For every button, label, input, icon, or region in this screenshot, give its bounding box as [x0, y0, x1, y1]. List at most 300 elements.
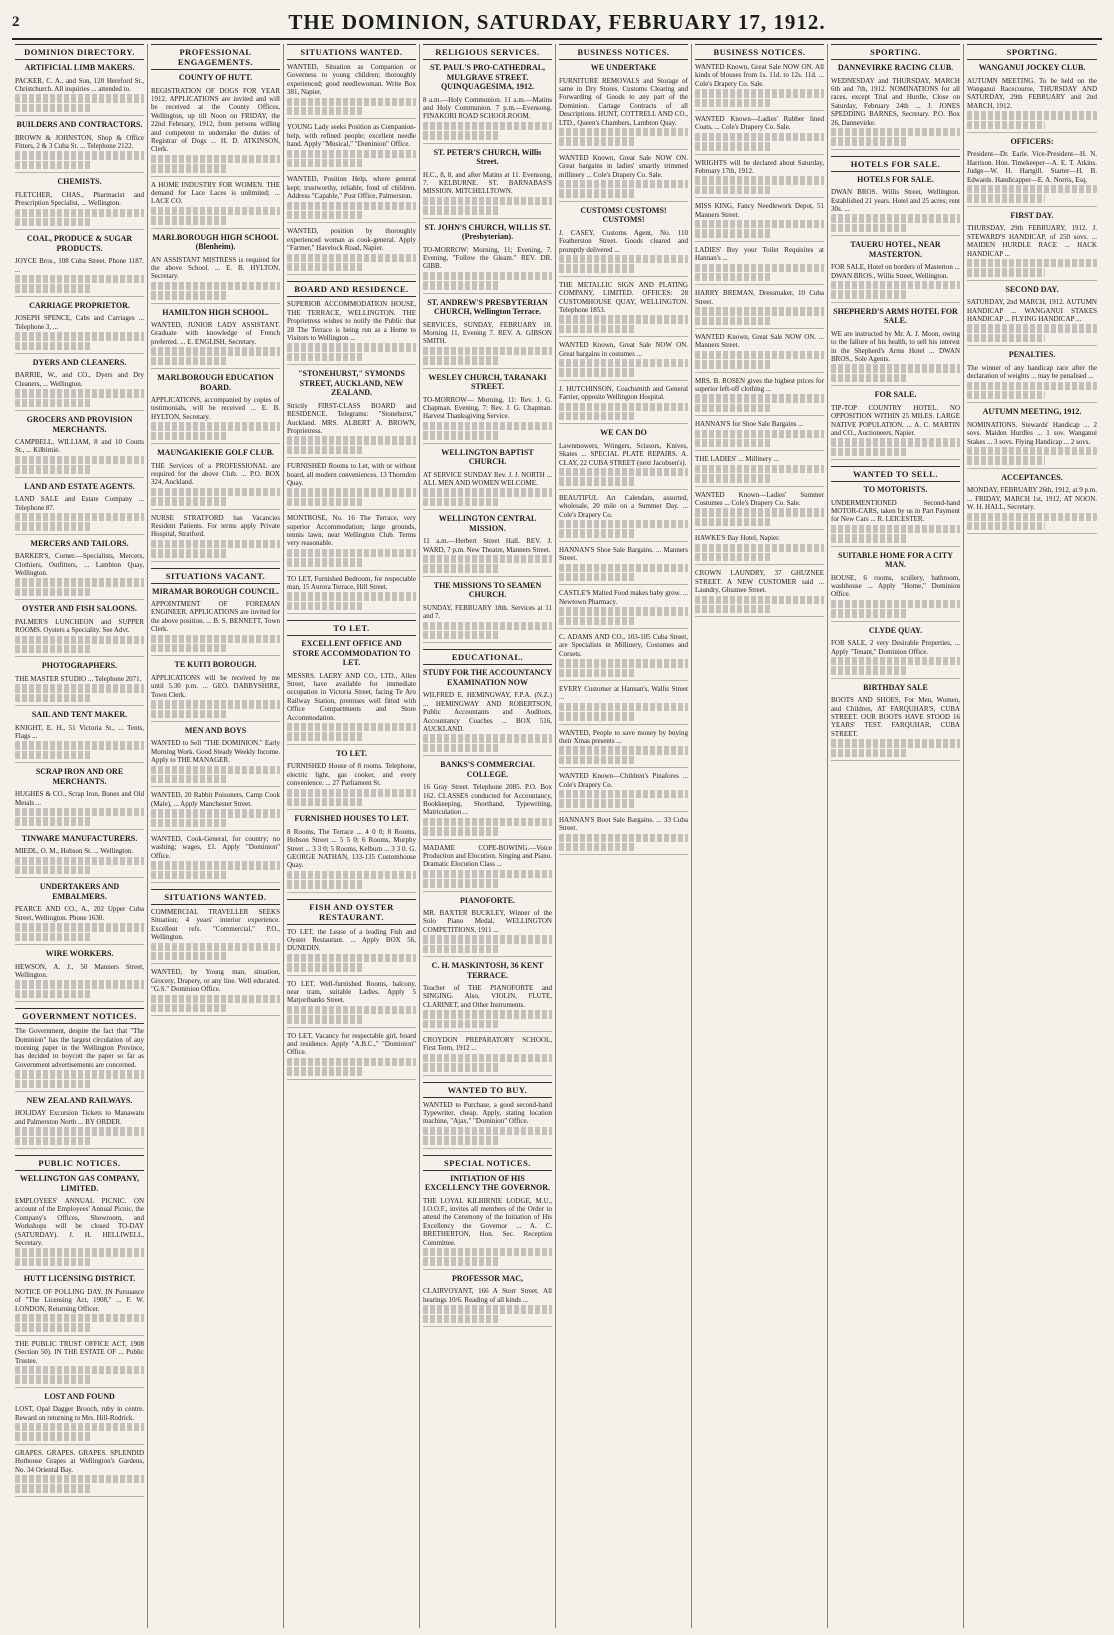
illegible-text-line: [423, 1305, 552, 1313]
illegible-text-line: [831, 438, 960, 446]
section: [287, 44, 416, 275]
advertisement: [15, 767, 144, 830]
illegible-text-line: [287, 263, 364, 271]
illegible-text-line: [423, 122, 552, 130]
ad-text: HEWSON, A. J., 50 Manners Street, Wellington.: [15, 962, 144, 979]
illegible-text-line: [287, 211, 364, 219]
advertisement: [287, 1032, 416, 1080]
illegible-text-line: [423, 879, 500, 887]
advertisement: [423, 298, 552, 369]
illegible-text-line: [967, 185, 1097, 193]
illegible-text-line: [15, 866, 92, 874]
advertisement: [423, 148, 552, 219]
ad-text: Lawnmowers, Wringers, Scissors, Knives, Skates ... SPECIAL PLATE REPAIRS. A. CLAY, 22 CUBA STREET (next Jacobsen's).: [559, 441, 688, 467]
advertisement: [423, 844, 552, 892]
ad-heading: LAND AND ESTATE AGENTS.: [24, 481, 135, 491]
ad-heading: GROCERS AND PROVISION MERCHANTS.: [26, 415, 133, 434]
illegible-text-line: [559, 669, 636, 677]
illegible-text-line: [695, 142, 772, 150]
ad-heading: FOR SALE.: [874, 390, 917, 400]
advertisement: [287, 175, 416, 223]
ad-heading: LOST AND FOUND: [44, 1391, 115, 1401]
advertisement: [559, 154, 688, 202]
illegible-text-line: [151, 809, 280, 817]
illegible-text-line: [15, 209, 144, 217]
advertisement: [695, 246, 824, 286]
ad-heading: COAL, PRODUCE & SUGAR PRODUCTS.: [26, 234, 133, 253]
ad-text: MADAME COPE-BOWING.—Voice Production and Elocution. Singing and Piano. Dramatic Elocution Class ...: [423, 843, 552, 869]
advertisement: [151, 514, 280, 562]
illegible-text-line: [287, 880, 364, 888]
illegible-text-line: [559, 180, 688, 188]
advertisement: [151, 908, 280, 964]
ad-text: JOYCE Bros., 108 Cuba Street. Phone 1187. ...: [15, 257, 144, 274]
illegible-text-line: [15, 342, 92, 350]
advertisement: [151, 233, 280, 304]
illegible-text-line: [831, 290, 908, 298]
advertisement: [15, 234, 144, 297]
illegible-text-line: [559, 477, 636, 485]
advertisement: [423, 1036, 552, 1076]
ad-text: 8 Rooms, The Terrace ... 4 0 0; 8 Rooms, Hobson Street ... 5 5 0; 6 Rooms, Murphy Street ... 3 3 0; 5 Rooms, Kelburn ... 3 3 0. G. GEORGE NATHAN, 133-135 Customhouse Quay.: [287, 827, 416, 870]
advertisement: [15, 358, 144, 411]
section-heading: PUBLIC NOTICES.: [15, 1155, 144, 1171]
ad-heading: ST. PETER'S CHURCH, Willis Street.: [433, 147, 542, 166]
illegible-text-line: [695, 264, 824, 272]
ad-text: NOMINATIONS. Stewards' Handicap ... 2 sovs. Maiden Hurdles ... 1 sov. Wanganui Stakes ... 3 sovs. Flying Handicap ... 2 sovs.: [967, 420, 1097, 446]
ad-text: WRIGHTS will be declared about Saturday, February 17th, 1912.: [695, 158, 824, 175]
illegible-text-line: [15, 933, 92, 941]
illegible-text-line: [559, 468, 688, 476]
ad-text: WANTED Known, Great Sale NOW ON. Great bargains in costumes ...: [559, 341, 688, 358]
illegible-text-line: [15, 1070, 144, 1078]
ad-heading: THE MISSIONS TO SEAMEN CHURCH.: [433, 580, 542, 600]
illegible-text-line: [423, 488, 552, 496]
illegible-text-line: [423, 870, 552, 878]
illegible-text-line: [967, 259, 1097, 267]
illegible-text-line: [287, 789, 416, 797]
advertisement: [151, 660, 280, 722]
ad-text: WANTED, Position Help, where general kept; trustworthy, reliable, fond of children. Address "Capable," Post Office, Palmerston.: [287, 175, 416, 201]
section-heading: SPORTING.: [831, 44, 960, 60]
advertisement: [695, 63, 824, 111]
illegible-text-line: [695, 273, 772, 281]
illegible-text-line: [423, 1136, 500, 1144]
illegible-text-line: [151, 207, 280, 215]
illegible-text-line: [15, 694, 92, 702]
illegible-text-line: [15, 1366, 144, 1374]
illegible-text-line: [831, 657, 960, 665]
section: [831, 466, 960, 761]
section: [15, 1008, 144, 1149]
ad-text: J. CASEY, Customs Agent, No. 110 Featherston Street. Goods cleared and promptly delivered ...: [559, 228, 688, 254]
column-3: [284, 44, 420, 1628]
illegible-text-line: [287, 254, 416, 262]
advertisement: [559, 816, 688, 856]
illegible-text-line: [15, 980, 144, 988]
ad-heading: SUITABLE HOME FOR A CITY MAN.: [838, 550, 953, 570]
advertisement: [423, 448, 552, 511]
illegible-text-line: [831, 364, 960, 372]
advertisement: [151, 726, 280, 788]
ad-text: WANTED Known—Children's Pinafores ... Cole's Drapery Co.: [559, 772, 688, 789]
illegible-text-line: [423, 131, 500, 139]
illegible-text-line: [15, 284, 92, 292]
section: [287, 899, 416, 1080]
ad-heading: WELLINGTON CENTRAL MISSION.: [438, 514, 537, 533]
illegible-text-line: [151, 1004, 228, 1012]
ad-text: The Government, despite the fact that "The Dominion" has the largest circulation of any morning paper in the Wellington Province, has decided to boycott the paper so far as Government advertisements are concerned.: [15, 1027, 144, 1069]
ad-text: Strictly FIRST-CLASS BOARD and RESIDENCE. Telegrams: "Stonehurst," Auckland. MRS. ALBERT A. BROWN, Proprietress.: [287, 401, 416, 435]
illegible-text-line: [423, 498, 500, 506]
ad-text: FURNISHED House of 8 rooms. Telephone, electric light, gas cooker, and every convenience. ... 27 Parliament St.: [287, 762, 416, 788]
illegible-text-line: [559, 799, 636, 807]
ad-heading: TO LET.: [336, 748, 367, 758]
section-heading: GOVERNMENT NOTICES.: [15, 1008, 144, 1024]
advertisement: [287, 123, 416, 171]
illegible-text-line: [423, 1054, 552, 1062]
ad-heading: PHOTOGRAPHERS.: [41, 661, 118, 671]
illegible-text-line: [423, 1020, 500, 1028]
ad-text: WANTED, Situation as Companion or Governess to young children; thoroughly experienced; good needlewoman. Write Box 381, Napier.: [287, 63, 416, 97]
advertisement: [967, 407, 1097, 469]
illegible-text-line: [559, 659, 688, 667]
illegible-text-line: [695, 596, 824, 604]
illegible-text-line: [559, 746, 688, 754]
advertisement: [423, 961, 552, 1032]
ad-text: FOR SALE, 2 very Desirable Properties, ... Apply "Tenant," Dominion Office.: [831, 639, 960, 656]
advertisement: [559, 772, 688, 812]
ad-text: APPLICATIONS, accompanied by copies of testimonials, will be received ... E. B. HYLTON, Secretary.: [151, 396, 280, 421]
ad-text: HANNAN'S for Shoe Sale Bargains ...: [695, 420, 804, 429]
advertisement: [559, 633, 688, 681]
advertisement: [559, 63, 688, 150]
illegible-text-line: [15, 923, 144, 931]
advertisement: [423, 514, 552, 577]
column-2: [148, 44, 284, 1628]
illegible-text-line: [15, 275, 144, 283]
ad-heading: HOTELS FOR SALE.: [857, 174, 934, 184]
columns-container: [12, 44, 1102, 1628]
ad-text: HAWKE'S Bay Hotel, Napier.: [695, 534, 780, 543]
ad-text: LAND SALE and Estate Company ... Telephone 87.: [15, 495, 144, 512]
illegible-text-line: [559, 315, 688, 323]
advertisement: [831, 683, 960, 761]
illegible-text-line: [151, 216, 228, 224]
illegible-text-line: [831, 448, 908, 456]
advertisement: [423, 63, 552, 144]
ad-text: AN ASSISTANT MISTRESS is required for the above School. ... E. B. HYLTON, Secretary.: [151, 255, 280, 281]
advertisement: [287, 462, 416, 510]
illegible-text-line: [151, 282, 280, 290]
ad-text: WEDNESDAY and THURSDAY, MARCH 6th and 7th, 1912. NOMINATIONS for all races, except Trial and Hurdle, Close on Saturday, February 24th ... J. JONES SPEDDING BARNES, Secretary. P.O. Box 26, Dannevirke.: [831, 76, 960, 127]
illegible-text-line: [831, 374, 908, 382]
illegible-text-line: [287, 436, 416, 444]
ad-heading: DANNEVIRKE RACING CLUB.: [837, 63, 954, 72]
ad-heading: WANGANUI JOCKEY CLUB.: [978, 63, 1086, 72]
illegible-text-line: [559, 359, 688, 367]
ad-text: HUGHES & CO., Scrap Iron, Bones and Old Metals ...: [15, 790, 144, 807]
advertisement: [423, 1101, 552, 1149]
ad-text: WANTED to Purchase, a good second-hand Typewriter, cheap. Apply, stating location machine, "Ajax," "Dominion" Office.: [423, 1100, 552, 1126]
illegible-text-line: [967, 513, 1097, 521]
newspaper-title: THE DOMINION, SATURDAY, FEBRUARY 17, 1912.: [288, 10, 826, 34]
illegible-text-line: [151, 943, 280, 951]
illegible-text-line: [423, 1010, 552, 1018]
section-heading: WANTED TO SELL.: [831, 466, 960, 482]
illegible-text-line: [967, 268, 1045, 276]
illegible-text-line: [831, 666, 908, 674]
illegible-text-line: [695, 133, 824, 141]
illegible-text-line: [15, 522, 92, 530]
ad-text: J. HUTCHINSON, Coachsmith and General Farrier, opposite Wellington Hospital.: [559, 384, 688, 402]
ad-text: DWAN BROS. Willis Street, Wellington. Established 21 years. Hotel and 25 acres; rent 30s. ...: [831, 188, 960, 214]
ad-text: WANTED, Cook-General, for country; no washing; wages, £1. Apply "Dominion" Office.: [151, 835, 280, 860]
ad-heading: PENALTIES.: [1008, 350, 1056, 360]
section: [967, 44, 1097, 534]
advertisement: [423, 1274, 552, 1327]
section: [423, 1082, 552, 1149]
illegible-text-line: [15, 1484, 92, 1492]
illegible-text-line: [423, 945, 500, 953]
ad-text: THE LADIES' ... Millinery ...: [695, 455, 779, 464]
section: [423, 649, 552, 1075]
ad-heading: SECOND DAY.: [1005, 284, 1059, 294]
illegible-text-line: [151, 497, 228, 505]
ad-text: PALMER'S LUNCHEON and SUPPER ROOMS. Oysters a Speciality. See Advt.: [15, 617, 144, 635]
illegible-text-line: [559, 264, 636, 272]
illegible-text-line: [287, 558, 364, 566]
illegible-text-line: [967, 391, 1045, 399]
ad-text: TO LET, Vacancy for respectable girl, board and residence. Apply "A.B.C.," "Dominion" Office.: [287, 1031, 416, 1057]
ad-heading: BIRTHDAY SALE: [863, 682, 928, 692]
ad-heading: PIANOFORTE.: [459, 895, 516, 905]
section: [423, 1155, 552, 1327]
illegible-text-line: [695, 360, 772, 368]
illegible-text-line: [559, 617, 636, 625]
illegible-text-line: [695, 99, 772, 107]
ad-heading: WESLEY CHURCH, TARANAKI STREET.: [428, 372, 547, 391]
illegible-text-line: [559, 128, 688, 136]
advertisement: [831, 626, 960, 679]
illegible-text-line: [559, 607, 688, 615]
section: [695, 44, 824, 617]
illegible-text-line: [423, 827, 500, 835]
illegible-text-line: [151, 775, 228, 783]
illegible-text-line: [559, 412, 636, 420]
illegible-text-line: [695, 404, 772, 412]
illegible-text-line: [151, 819, 228, 827]
ad-heading: ST. JOHN'S CHURCH, WILLIS ST. (Presbyterian).: [424, 222, 551, 241]
section: [831, 44, 960, 150]
ad-text: FURNISHED Rooms to Let, with or without board, all modern conveniences. 13 Thorndon Quay.: [287, 462, 416, 487]
advertisement: [287, 928, 416, 976]
ad-text: SUPERIOR ACCOMMODATION HOUSE, THE TERRACE, WELLINGTON. THE Proprietress wishes to notify the Public that 28 The Terrace is being run as a Home to Visitors to Wellington ...: [287, 300, 416, 343]
ad-text: JOSEPH SPENCE, Cabs and Carriages ... Telephone 3, ...: [15, 314, 144, 331]
advertisement: [559, 281, 688, 337]
advertisement: [559, 428, 688, 490]
illegible-text-line: [831, 609, 908, 617]
illegible-text-line: [559, 529, 636, 537]
illegible-text-line: [423, 356, 500, 364]
ad-heading: WIRE WORKERS.: [45, 949, 114, 958]
ad-text: WANTED Known, Great Sale NOW ON. Great bargains in ladies' smartly trimmed millinery ... Cole's Drapery Co. Sale.: [559, 153, 688, 179]
ad-text: WILFRED E. HEMINGWAY, F.P.A. (N.Z.) ... HEMINGWAY AND ROBERTSON, Public Accountants and Auditors, Accountancy Coaches ... BOX 516, AUCKLAND.: [423, 691, 552, 733]
illegible-text-line: [559, 189, 636, 197]
ad-text: PEARCE AND CO., A., 202 Upper Cuba Street, Wellington. Phone 1630.: [15, 905, 144, 922]
ad-heading: COUNTY OF HUTT.: [178, 73, 253, 82]
illegible-text-line: [151, 995, 280, 1003]
ad-text: THE LOYAL KILBIRNIE LODGE, M.U., I.O.O.F., invites all members of the Order to attend the Ceremony of the Initiation of His Excellency the Governor ... A. C. BRETHERTON, Hon. Sec. Reception Committee.: [423, 1196, 552, 1247]
ad-text: CAMPBELL, WILLIAM, 8 and 10 Coutts St., ... Kilbirnie.: [15, 438, 144, 455]
ad-text: UNDERMENTIONED Second-hand MOTOR-CARS, taken by us in Part Payment for New Cars ... R. LEICESTER.: [831, 498, 960, 524]
section: [15, 1155, 144, 1497]
advertisement: [559, 685, 688, 725]
ad-text: EMPLOYEES' ANNUAL PICNIC. ON account of the Employees' Annual Picnic, the Company's Offices, Showroom, and Workshops will be closed TO-DAY (SATURDAY). J. H. HELLIWELL, Secretary.: [15, 1197, 144, 1248]
ad-text: LOST, Opal Dagger Brooch, ruby in centre. Reward on returning to Mrs. Hill-Rodrick.: [15, 1405, 144, 1422]
illegible-text-line: [287, 732, 364, 740]
illegible-text-line: [15, 151, 144, 159]
ad-heading: PROFESSOR MAC,: [451, 1273, 524, 1283]
advertisement: [287, 227, 416, 275]
illegible-text-line: [423, 734, 552, 742]
illegible-text-line: [151, 164, 228, 172]
illegible-text-line: [559, 325, 636, 333]
illegible-text-line: [695, 394, 824, 402]
illegible-text-line: [287, 98, 416, 106]
advertisement: [287, 300, 416, 365]
ad-text: HOLIDAY Excursion Tickets to Manawatu and Palmerston North ... BY ORDER.: [15, 1109, 144, 1126]
illegible-text-line: [151, 291, 228, 299]
illegible-text-line: [151, 155, 280, 163]
ad-text: TO LET, Well-furnished Rooms, balcony, near tram, suitable Ladies. Apply 5 Marjoribanks Street.: [287, 979, 416, 1005]
illegible-text-line: [287, 798, 364, 806]
advertisement: [287, 980, 416, 1028]
advertisement: [15, 1392, 144, 1445]
ad-heading: MERCERS AND TAILORS.: [30, 538, 129, 548]
ad-text: President—Dr. Earle. Vice-President—H. N. Harrison. Hon. Timekeeper—A. E. T. Atkins. Judge—W. H. Hartgill. Starter—H. B. Edwards. Handicapper—E. A. Norris, Esq.: [967, 150, 1097, 184]
advertisement: [287, 814, 416, 892]
illegible-text-line: [559, 368, 636, 376]
advertisement: [559, 341, 688, 381]
ad-text: HARRY BREMAN, Dressmaker, 10 Cuba Street.: [695, 289, 824, 306]
ad-heading: SAIL AND TENT MAKER.: [31, 710, 128, 720]
ad-text: YOUNG Lady seeks Position as Companion-help, with refined people; excellent needle hand. Apply "Musical," "Dominion" Office.: [287, 123, 416, 149]
advertisement: [967, 285, 1097, 347]
section: [287, 281, 416, 614]
ad-text: HANNAN'S Boot Sale Bargains. ... 33 Cuba Street.: [559, 815, 688, 833]
illegible-text-line: [695, 553, 772, 561]
advertisement: [15, 710, 144, 763]
ad-text: PACKER, C. A., and Son, 120 Hereford St., Christchurch. All inquiries ... attended to.: [15, 76, 144, 93]
illegible-text-line: [831, 224, 908, 232]
advertisement: [151, 835, 280, 883]
illegible-text-line: [151, 347, 280, 355]
advertisement: [559, 206, 688, 277]
ad-heading: MARLBOROUGH HIGH SCHOOL (Blenheim).: [152, 232, 279, 252]
advertisement: [559, 729, 688, 769]
ad-text: TO LET, the Lease of a leading Fish and Oyster Restaurant. ... Apply BOX 56, DUNEDIN.: [287, 927, 416, 953]
ad-text: BARKER'S, Corner.—Specialists, Mercers, Clothiers, Outfitters, ... Lambton Quay, Wellington.: [15, 552, 144, 578]
advertisement: [15, 177, 144, 230]
advertisement: [15, 1340, 144, 1388]
illegible-text-line: [287, 107, 364, 115]
advertisement: [695, 569, 824, 617]
illegible-text-line: [695, 317, 772, 325]
ad-text: BARRIE, W., and CO., Dyers and Dry Cleaners, ... Wellington.: [15, 371, 144, 388]
section: [831, 156, 960, 460]
advertisement: [423, 668, 552, 756]
ad-heading: INITIATION OF HIS EXCELLENCY THE GOVERNOR.: [424, 1173, 551, 1193]
illegible-text-line: [151, 540, 280, 548]
advertisement: [151, 181, 280, 229]
advertisement: [831, 390, 960, 460]
ad-heading: SHEPHERD'S ARMS HOTEL FOR SALE.: [833, 306, 958, 326]
ad-heading: "STONEHURST," SYMONDS STREET, AUCKLAND, NEW ZEALAND.: [298, 369, 405, 398]
illegible-text-line: [151, 635, 280, 643]
advertisement: [287, 575, 416, 615]
advertisement: [15, 1174, 144, 1270]
illegible-text-line: [559, 520, 688, 528]
illegible-text-line: [967, 334, 1045, 342]
section-heading: BUSINESS NOTICES.: [695, 44, 824, 60]
illegible-text-line: [695, 229, 772, 237]
advertisement: [151, 791, 280, 831]
ad-text: MESSRS. LAERY AND CO., LTD., Allen Street, have available for immediate occupation in Victoria Street, facing Te Aro Railway Station, premises well fitted with Office Compartments and Store Accommodation.: [287, 671, 416, 722]
advertisement: [287, 369, 416, 458]
advertisement: [15, 63, 144, 116]
illegible-text-line: [559, 255, 688, 263]
ad-text: WANTED, by Young man, situation, Grocery, Drapery, or any line. Well educated. "G.S." Dominion Office.: [151, 968, 280, 994]
ad-text: THE MASTER STUDIO ... Telephone 2071.: [15, 674, 142, 683]
illegible-text-line: [15, 817, 92, 825]
section-heading: DOMINION DIRECTORY.: [15, 44, 144, 60]
ad-text: NOTICE OF POLLING DAY. IN Pursuance of "The Licensing Act, 1908," ... F. W. LONDON, Returning Officer.: [15, 1287, 144, 1313]
ad-text: HOUSE, 6 rooms, scullery, bathroom, washhouse ... Apply "Home," Dominion Office.: [831, 573, 960, 599]
illegible-text-line: [151, 710, 228, 718]
ad-text: NURSE STRATFORD has Vacancies Resident Patients. For terms apply Private Hospital, Stratford.: [151, 513, 280, 539]
illegible-text-line: [287, 498, 364, 506]
illegible-text-line: [695, 176, 824, 184]
ad-text: MRS. B. ROSEN gives the highest prices for superior left-off clothing ...: [695, 376, 824, 393]
advertisement: [423, 896, 552, 958]
ad-heading: MIRAMAR BOROUGH COUNCIL.: [152, 586, 279, 596]
ad-text: SATURDAY, 2nd MARCH, 1912. AUTUMN HANDICAP ... WANGANUI STAKES HANDICAP ... FLYING HANDICAP ...: [967, 298, 1097, 324]
section-heading: SITUATIONS WANTED.: [151, 889, 280, 905]
illegible-text-line: [287, 150, 416, 158]
ad-text: WANTED to Sell "THE DOMINION." Early Morning Work. Good Steady Weekly Income. Apply to THE MANAGER.: [151, 739, 280, 765]
illegible-text-line: [831, 137, 908, 145]
illegible-text-line: [15, 218, 92, 226]
section: [559, 44, 688, 855]
illegible-text-line: [423, 281, 500, 289]
illegible-text-line: [423, 1315, 500, 1323]
illegible-text-line: [831, 749, 908, 757]
section: [151, 889, 280, 1016]
advertisement: [15, 1027, 144, 1092]
page-number: 2: [12, 14, 20, 30]
advertisement: [695, 159, 824, 199]
illegible-text-line: [831, 600, 960, 608]
section-heading: BUSINESS NOTICES.: [559, 44, 688, 60]
illegible-text-line: [423, 1257, 500, 1265]
ad-heading: UNDERTAKERS AND EMBALMERS.: [39, 882, 120, 901]
section-heading: SITUATIONS WANTED.: [287, 44, 416, 60]
illegible-text-line: [15, 751, 92, 759]
illegible-text-line: [967, 194, 1045, 202]
column-4: [420, 44, 556, 1628]
advertisement: [831, 307, 960, 386]
